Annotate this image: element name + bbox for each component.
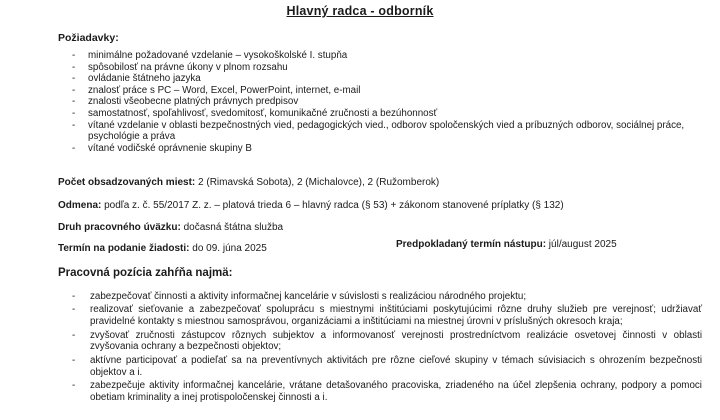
salary-value: podľa z. č. 55/2017 Z. z. – platová trieda 6 – hlavný radca (§ 53) + zákonom stanovené príplatky (§ 132) <box>101 200 564 211</box>
bullet-dash: - <box>72 291 76 302</box>
bullet-dash: - <box>72 142 76 154</box>
list-item: - ovládanie štátneho jazyka <box>72 73 201 85</box>
duties-list <box>72 291 702 405</box>
list-item: - samostatnosť, spoľahlivosť, svedomitosť, komunikačné zručnosti a bezúhonnosť <box>72 107 438 119</box>
employment-type <box>58 222 283 234</box>
requirements-heading: Požiadavky: <box>58 32 119 44</box>
employment-type-label: Druh pracovného úväzku: <box>58 222 181 233</box>
employment-type-value: dočasná štátna služba <box>180 222 284 233</box>
list-item: - spôsobilosť na právne úkony v plnom rozsahu <box>72 61 288 73</box>
bullet-dash: - <box>72 50 76 61</box>
list-item: - znalosť práce s PC – Word, Excel, PowerPoint, internet, e-mail <box>72 84 361 96</box>
application-deadline <box>58 243 267 255</box>
expected-start <box>396 239 617 251</box>
bullet-dash: - <box>72 84 76 96</box>
positions-count-value: 2 (Rimavská Sobota), 2 (Michalovce), 2 (Ružomberok) <box>195 177 440 188</box>
list-item: - vítané vzdelanie v oblasti bezpečnostných vied, pedagogických vied., odborov spoločenských vied a príbuzných odborov, sociálnej práce, psychológie a práva <box>72 119 685 143</box>
list-item: - zabezpečuje aktivity informačnej kancelárie, vrátane detašovaného pracoviska, zriadeného na účel zlepšenia ochrany, podpory a pomoci obetiam kriminality a inej protispoločenskej činnosti a i. <box>72 379 702 403</box>
positions-count-label: Počet obsadzovaných miest: <box>58 177 196 188</box>
bullet-dash: - <box>72 329 76 341</box>
bullet-dash: - <box>72 304 76 316</box>
application-deadline-value: do 09. júna 2025 <box>189 243 267 254</box>
application-deadline-label: Termín na podanie žiadosti: <box>58 243 190 254</box>
bullet-dash: - <box>72 354 76 366</box>
salary <box>58 200 564 212</box>
list-item: - znalosti všeobecne platných právnych predpisov <box>72 96 299 108</box>
list-item: - zvyšovať zručnosti zástupcov rôznych subjektov a informovanosť verejnosti prostredníctvom realizácie osvetovej činnosti v oblasti zvyšovania ochrany a bezpečnosti objektov; <box>72 329 702 353</box>
bullet-dash: - <box>72 61 76 73</box>
salary-label: Odmena: <box>58 200 102 211</box>
list-item: - realizovať sieťovanie a zabezpečovať spoluprácu s miestnymi inštitúciami poskytujúcimi rôzne druhy služieb pre verejnosť; udržiavať pravidelné kontakty s miestnou samosprávou, organizáciami a inštitúciami na miestnej úrovni v príslušných okresoch kraja; <box>72 304 702 328</box>
expected-start-label: Predpokladaný termín nástupu: <box>396 239 547 250</box>
duties-heading: Pracovná pozícia zahŕňa najmä: <box>58 267 233 279</box>
requirements-list <box>72 50 712 154</box>
positions-count <box>58 177 439 189</box>
page-title: Hlavný radca - odborník <box>286 4 434 18</box>
bullet-dash: - <box>72 73 76 85</box>
expected-start-value: júl/august 2025 <box>546 239 617 250</box>
bullet-dash: - <box>72 96 76 108</box>
bullet-dash: - <box>72 119 76 131</box>
list-item: - minimálne požadované vzdelanie – vysokoškolské I. stupňa <box>72 50 348 61</box>
bullet-dash: - <box>72 379 76 391</box>
list-item: - zabezpečovať činnosti a aktivity informačnej kancelárie v súvislosti s realizáciou národného projektu; <box>72 291 527 302</box>
bullet-dash: - <box>72 107 76 119</box>
list-item: - vítané vodičské oprávnenie skupiny B <box>72 142 252 154</box>
list-item: - aktívne participovať a podieľať sa na preventívnych aktivitách pre rôzne cieľové skupiny v témach súvisiacich s ohrozením bezpečnosti objektov a i. <box>72 354 702 378</box>
